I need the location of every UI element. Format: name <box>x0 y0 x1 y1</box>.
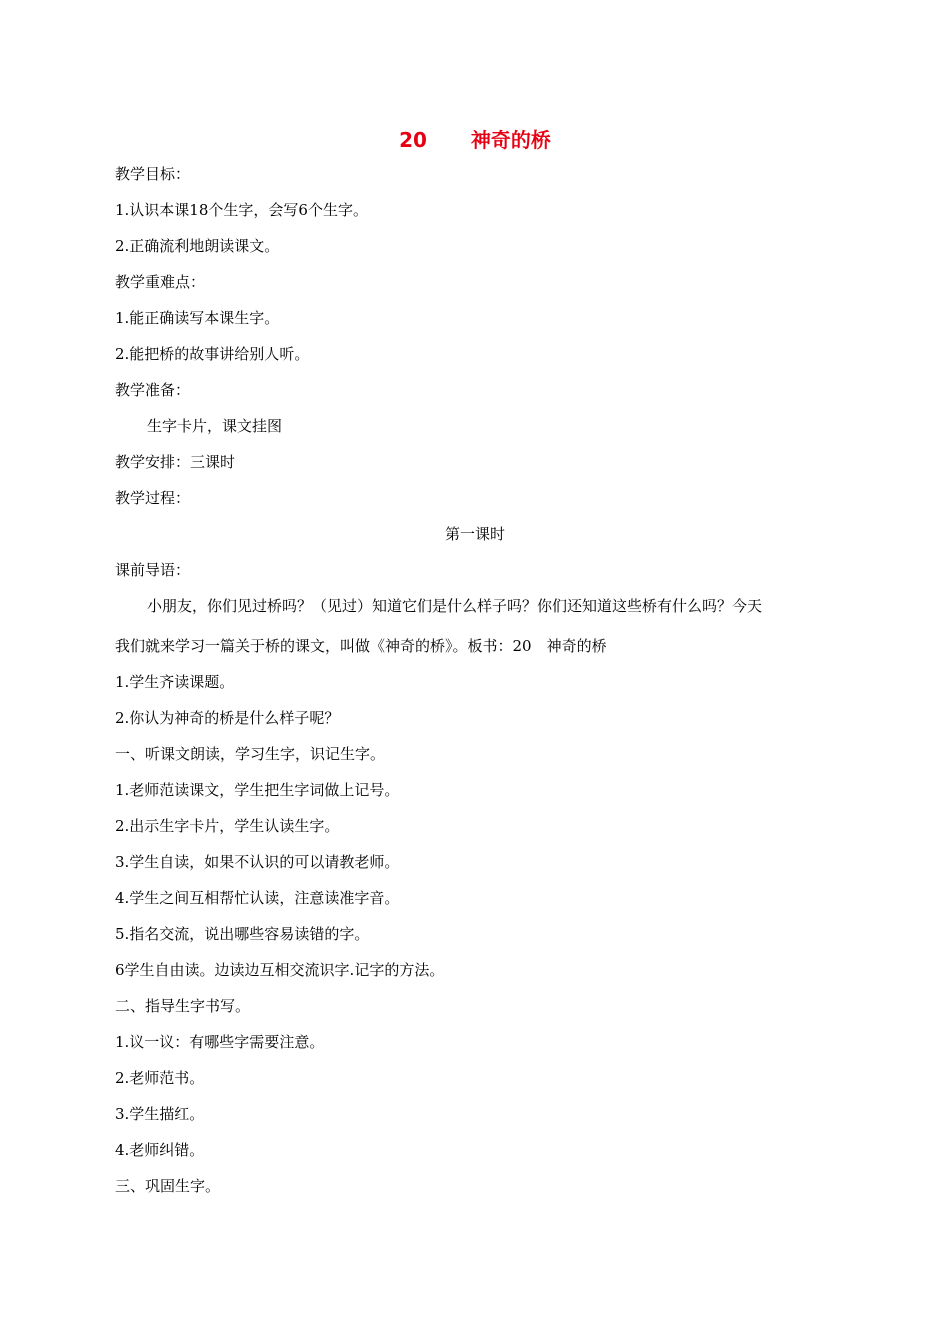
step-item: 3.学生描红。 <box>115 1105 205 1123</box>
section-heading-preparation: 教学准备： <box>115 381 191 399</box>
intro-paragraph-line: 小朋友，你们见过桥吗？（见过）知道它们是什么样子吗？你们还知道这些桥有什么吗？今天 <box>147 597 763 615</box>
lesson-number: 20 <box>399 128 427 152</box>
period-heading: 第一课时 <box>444 525 505 543</box>
step-item: 3.学生自读，如果不认识的可以请教老师。 <box>115 853 400 871</box>
objective-item: 2.正确流利地朗读课文。 <box>115 237 280 255</box>
step-item: 6学生自由读。边读边互相交流识字.记字的方法。 <box>115 961 445 979</box>
key-point-item: 1.能正确读写本课生字。 <box>115 309 280 327</box>
step-item: 2.出示生字卡片，学生认读生字。 <box>115 817 340 835</box>
section-heading-key-points: 教学重难点： <box>115 273 206 291</box>
lesson-name: 神奇的桥 <box>470 128 551 152</box>
process-item: 2.你认为神奇的桥是什么样子呢？ <box>115 709 340 727</box>
step-item: 5.指名交流，说出哪些容易读错的字。 <box>115 925 370 943</box>
schedule-text: 教学安排：三课时 <box>115 453 236 471</box>
step-item: 1.议一议：有哪些字需要注意。 <box>115 1033 325 1051</box>
step-item: 4.学生之间互相帮忙认读，注意读准字音。 <box>115 889 400 907</box>
process-item: 1.学生齐读课题。 <box>115 673 235 691</box>
preparation-text: 生字卡片，课文挂图 <box>147 417 283 435</box>
step-heading: 三、巩固生字。 <box>115 1177 221 1195</box>
objective-item: 1.认识本课18个生字，会写6个生字。 <box>115 201 368 219</box>
section-heading-process: 教学过程： <box>115 489 191 507</box>
intro-heading: 课前导语： <box>115 561 191 579</box>
lesson-title <box>0 124 950 153</box>
intro-paragraph-line: 我们就来学习一篇关于桥的课文，叫做《神奇的桥》。板书：20 神奇的桥 <box>115 637 607 655</box>
section-heading-objectives: 教学目标： <box>115 165 191 183</box>
step-item: 1.老师范读课文，学生把生字词做上记号。 <box>115 781 400 799</box>
step-item: 2.老师范书。 <box>115 1069 205 1087</box>
step-item: 4.老师纠错。 <box>115 1141 205 1159</box>
key-point-item: 2.能把桥的故事讲给别人听。 <box>115 345 310 363</box>
step-heading: 一、听课文朗读，学习生字，识记生字。 <box>115 745 386 763</box>
step-heading: 二、指导生字书写。 <box>115 997 251 1015</box>
